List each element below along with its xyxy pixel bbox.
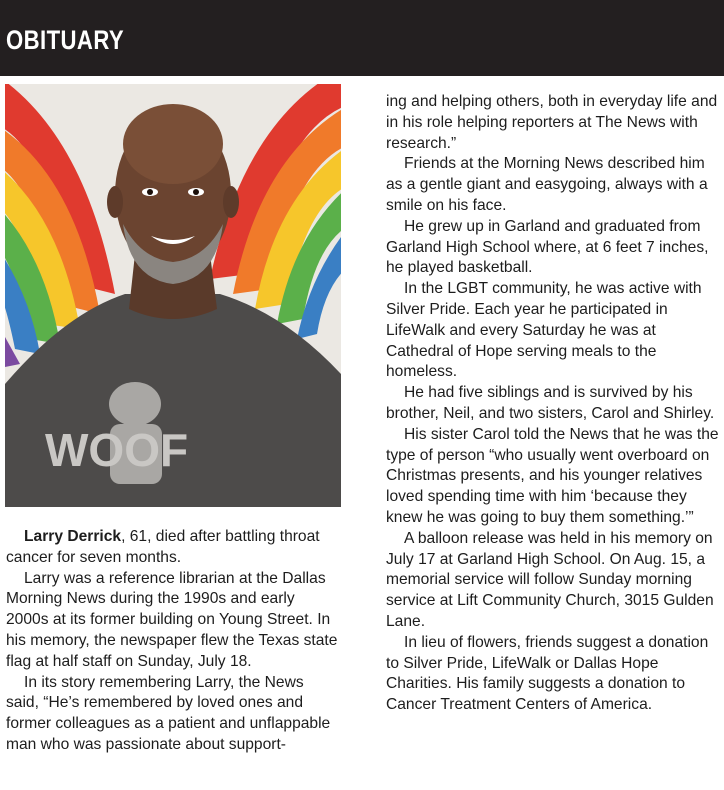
article-column-left bbox=[6, 527, 340, 756]
paragraph: In its story remembering Larry, the News said, “He’s remembered by loved ones and former colleagues as a patient and unflappable man who was passionate about support- bbox=[6, 673, 331, 753]
paragraph: He grew up in Garland and graduated from Garland High School where, at 6 feet 7 inches, he played basketball. bbox=[386, 217, 709, 277]
article-column-right bbox=[386, 92, 722, 716]
section-title: OBITUARY bbox=[6, 25, 125, 55]
paragraph: His sister Carol told the News that he was the type of person “who usually went overboard on Christmas presents, and his younger relatives loved spending time with him ‘because they knew he was going to buy them something.’” bbox=[386, 425, 719, 526]
paragraph: He had five siblings and is survived by his brother, Neil, and two sisters, Carol and Shirley. bbox=[386, 384, 715, 422]
paragraph: In the LGBT community, he was active with Silver Pride. Each year he participated in LifeWalk and every Saturday he was at Cathedral of Hope serving meals to the homeless. bbox=[386, 280, 702, 381]
lead-text: , 61, died after battling throat cancer for seven months. bbox=[6, 528, 320, 566]
deceased-name: Larry Derrick bbox=[24, 528, 122, 545]
paragraph: In lieu of flowers, friends suggest a donation to Silver Pride, LifeWalk or Dallas Hope Charities. His family suggests a donation to Cancer Treatment Centers of America. bbox=[386, 633, 709, 714]
lead-paragraph bbox=[6, 527, 340, 569]
paragraph: A balloon release was held in his memory on July 17 at Garland High School. On Aug. 15, a memorial service will follow Sunday morning service at Lift Community Church, 3015 Gulden Lane. bbox=[386, 529, 714, 630]
portrait-illustration bbox=[5, 84, 341, 507]
paragraph-continued: ing and helping others, both in everyday life and in his role helping reporters at The News with research.” bbox=[386, 93, 718, 152]
shirt-text: WOOF bbox=[45, 424, 189, 476]
paragraph: Larry was a reference librarian at the Dallas Morning News during the 1990s and early 2000s at its former building on Young Street. In his memory, the newspaper flew the Texas state flag at half staff on Sunday, July 18. bbox=[6, 569, 338, 670]
paragraph: Friends at the Morning News described him as a gentle giant and easygoing, always with a smile on his face. bbox=[386, 155, 708, 214]
portrait-photo bbox=[5, 84, 341, 507]
header-bar bbox=[0, 0, 724, 76]
